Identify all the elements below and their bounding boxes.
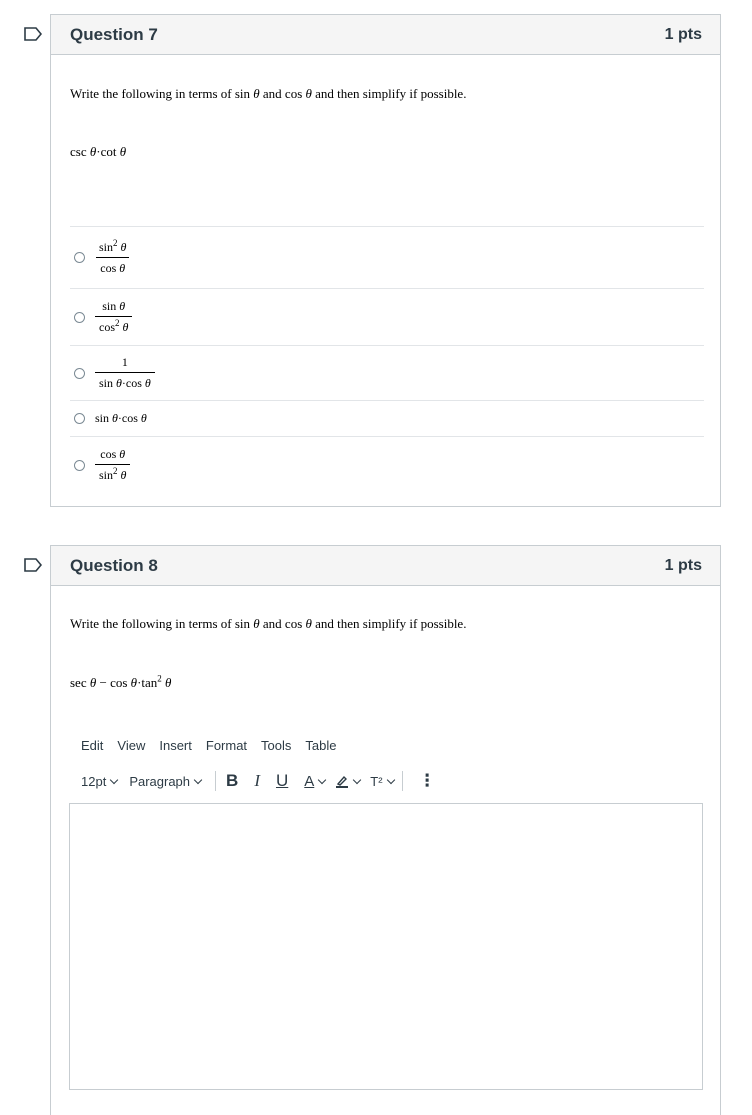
- question-points: 1 pts: [664, 556, 702, 574]
- menu-tools[interactable]: Tools: [261, 738, 292, 753]
- menu-view[interactable]: View: [117, 738, 146, 753]
- font-size-select[interactable]: [81, 774, 117, 789]
- answer-list: [70, 226, 704, 493]
- font-size-value: 12pt: [81, 773, 107, 789]
- superscript-button[interactable]: [370, 774, 393, 789]
- question-header: [51, 15, 720, 55]
- more-options-icon[interactable]: ⋮: [418, 771, 436, 790]
- highlight-button[interactable]: [335, 774, 360, 788]
- underline-button[interactable]: U: [275, 771, 289, 790]
- question-title: Question 7: [70, 24, 158, 44]
- menu-insert[interactable]: Insert: [159, 738, 192, 753]
- toolbar-divider: [215, 771, 216, 791]
- answer-fraction: $\frac{1}{\text{sin θ·cos θ}}$: [95, 355, 155, 391]
- answer-fraction: $\frac{\text{sin θ}}{\cos^2 \theta}$: [95, 299, 132, 335]
- answer-fraction: $\frac{\text{cos θ}}{\sin^2 \theta}$: [95, 447, 130, 483]
- highlighter-icon: [335, 774, 349, 788]
- chevron-down-icon: [386, 775, 394, 783]
- radio-button[interactable]: [74, 368, 85, 379]
- question-expression: csc θ·cot θ: [70, 144, 127, 159]
- chevron-down-icon: [353, 775, 361, 783]
- question-7-card: [50, 14, 721, 507]
- editor-menubar: [81, 738, 336, 753]
- question-title: Question 8: [70, 555, 158, 575]
- block-format-select[interactable]: [129, 774, 201, 789]
- menu-edit[interactable]: Edit: [81, 738, 104, 753]
- answer-option[interactable]: [70, 226, 704, 288]
- question-points: 1 pts: [664, 25, 702, 43]
- question-header: [51, 546, 720, 586]
- radio-button[interactable]: [74, 252, 85, 263]
- answer-option[interactable]: [70, 288, 704, 345]
- answer-text: sin θ·cos θ: [95, 411, 147, 425]
- text-color-button[interactable]: [304, 773, 325, 790]
- italic-button[interactable]: I: [254, 771, 260, 790]
- question-8-card: [50, 545, 721, 1115]
- text-color-icon: A: [304, 772, 315, 790]
- toolbar-divider: [402, 771, 403, 791]
- answer-option[interactable]: [70, 436, 704, 493]
- radio-button[interactable]: [74, 460, 85, 471]
- chevron-down-icon: [318, 775, 326, 783]
- answer-option[interactable]: [70, 345, 704, 400]
- question-prompt: Write the following in terms of sin θ and cos θ and then simplify if possible.: [70, 86, 467, 101]
- chevron-down-icon: [194, 775, 202, 783]
- answer-editor-area[interactable]: [69, 803, 703, 1090]
- radio-button[interactable]: [74, 312, 85, 323]
- bold-button[interactable]: B: [226, 771, 239, 790]
- flag-question-icon[interactable]: [24, 558, 42, 572]
- menu-format[interactable]: Format: [205, 738, 248, 753]
- superscript-icon: T²: [370, 773, 383, 789]
- radio-button[interactable]: [74, 413, 85, 424]
- menu-table[interactable]: Table: [305, 738, 337, 753]
- editor-toolbar: [81, 768, 452, 794]
- question-expression: $\sec \theta - \cos \theta\cdot\tan^2$ θ: [70, 673, 172, 690]
- answer-option[interactable]: [70, 400, 704, 436]
- question-prompt: Write the following in terms of sin θ and cos θ and then simplify if possible.: [70, 616, 467, 631]
- flag-question-icon[interactable]: [24, 27, 42, 41]
- answer-fraction: $\frac{\sin^2 \theta}{\text{cos θ}}$: [95, 240, 130, 276]
- chevron-down-icon: [110, 775, 118, 783]
- block-format-value: Paragraph: [129, 773, 191, 789]
